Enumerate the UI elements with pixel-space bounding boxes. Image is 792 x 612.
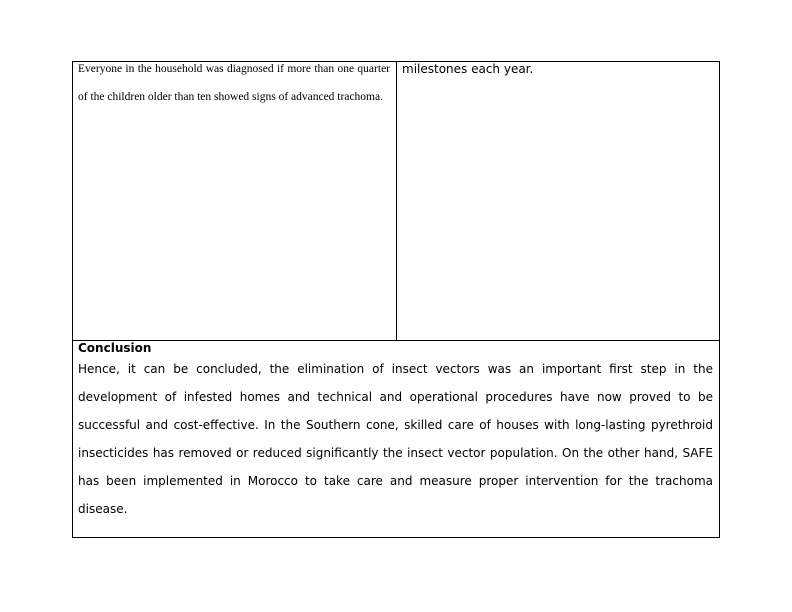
document-table [72, 61, 720, 538]
conclusion-text: Hence, it can be concluded, the elimination of insect vectors was an important first step in the development of infested homes and technical and operational procedures have now proved to be successful and cost-effective. In the Southern cone, skilled care of houses with long-lasting pyrethroid insecticides has removed or reduced significantly the insect vector population. On the other hand, SAFE has been implemented in Morocco to take care and measure proper intervention for the trachoma disease. [78, 362, 713, 516]
conclusion-heading: Conclusion [78, 341, 152, 355]
left-cell-text: Everyone in the household was diagnosed if more than one quarter of the children older than ten showed signs of advanced trachoma. [78, 63, 390, 103]
table-cell-right [397, 62, 719, 341]
table-cell-left [73, 62, 397, 341]
conclusion-cell [73, 341, 719, 537]
right-cell-text: milestones each year. [402, 62, 534, 76]
